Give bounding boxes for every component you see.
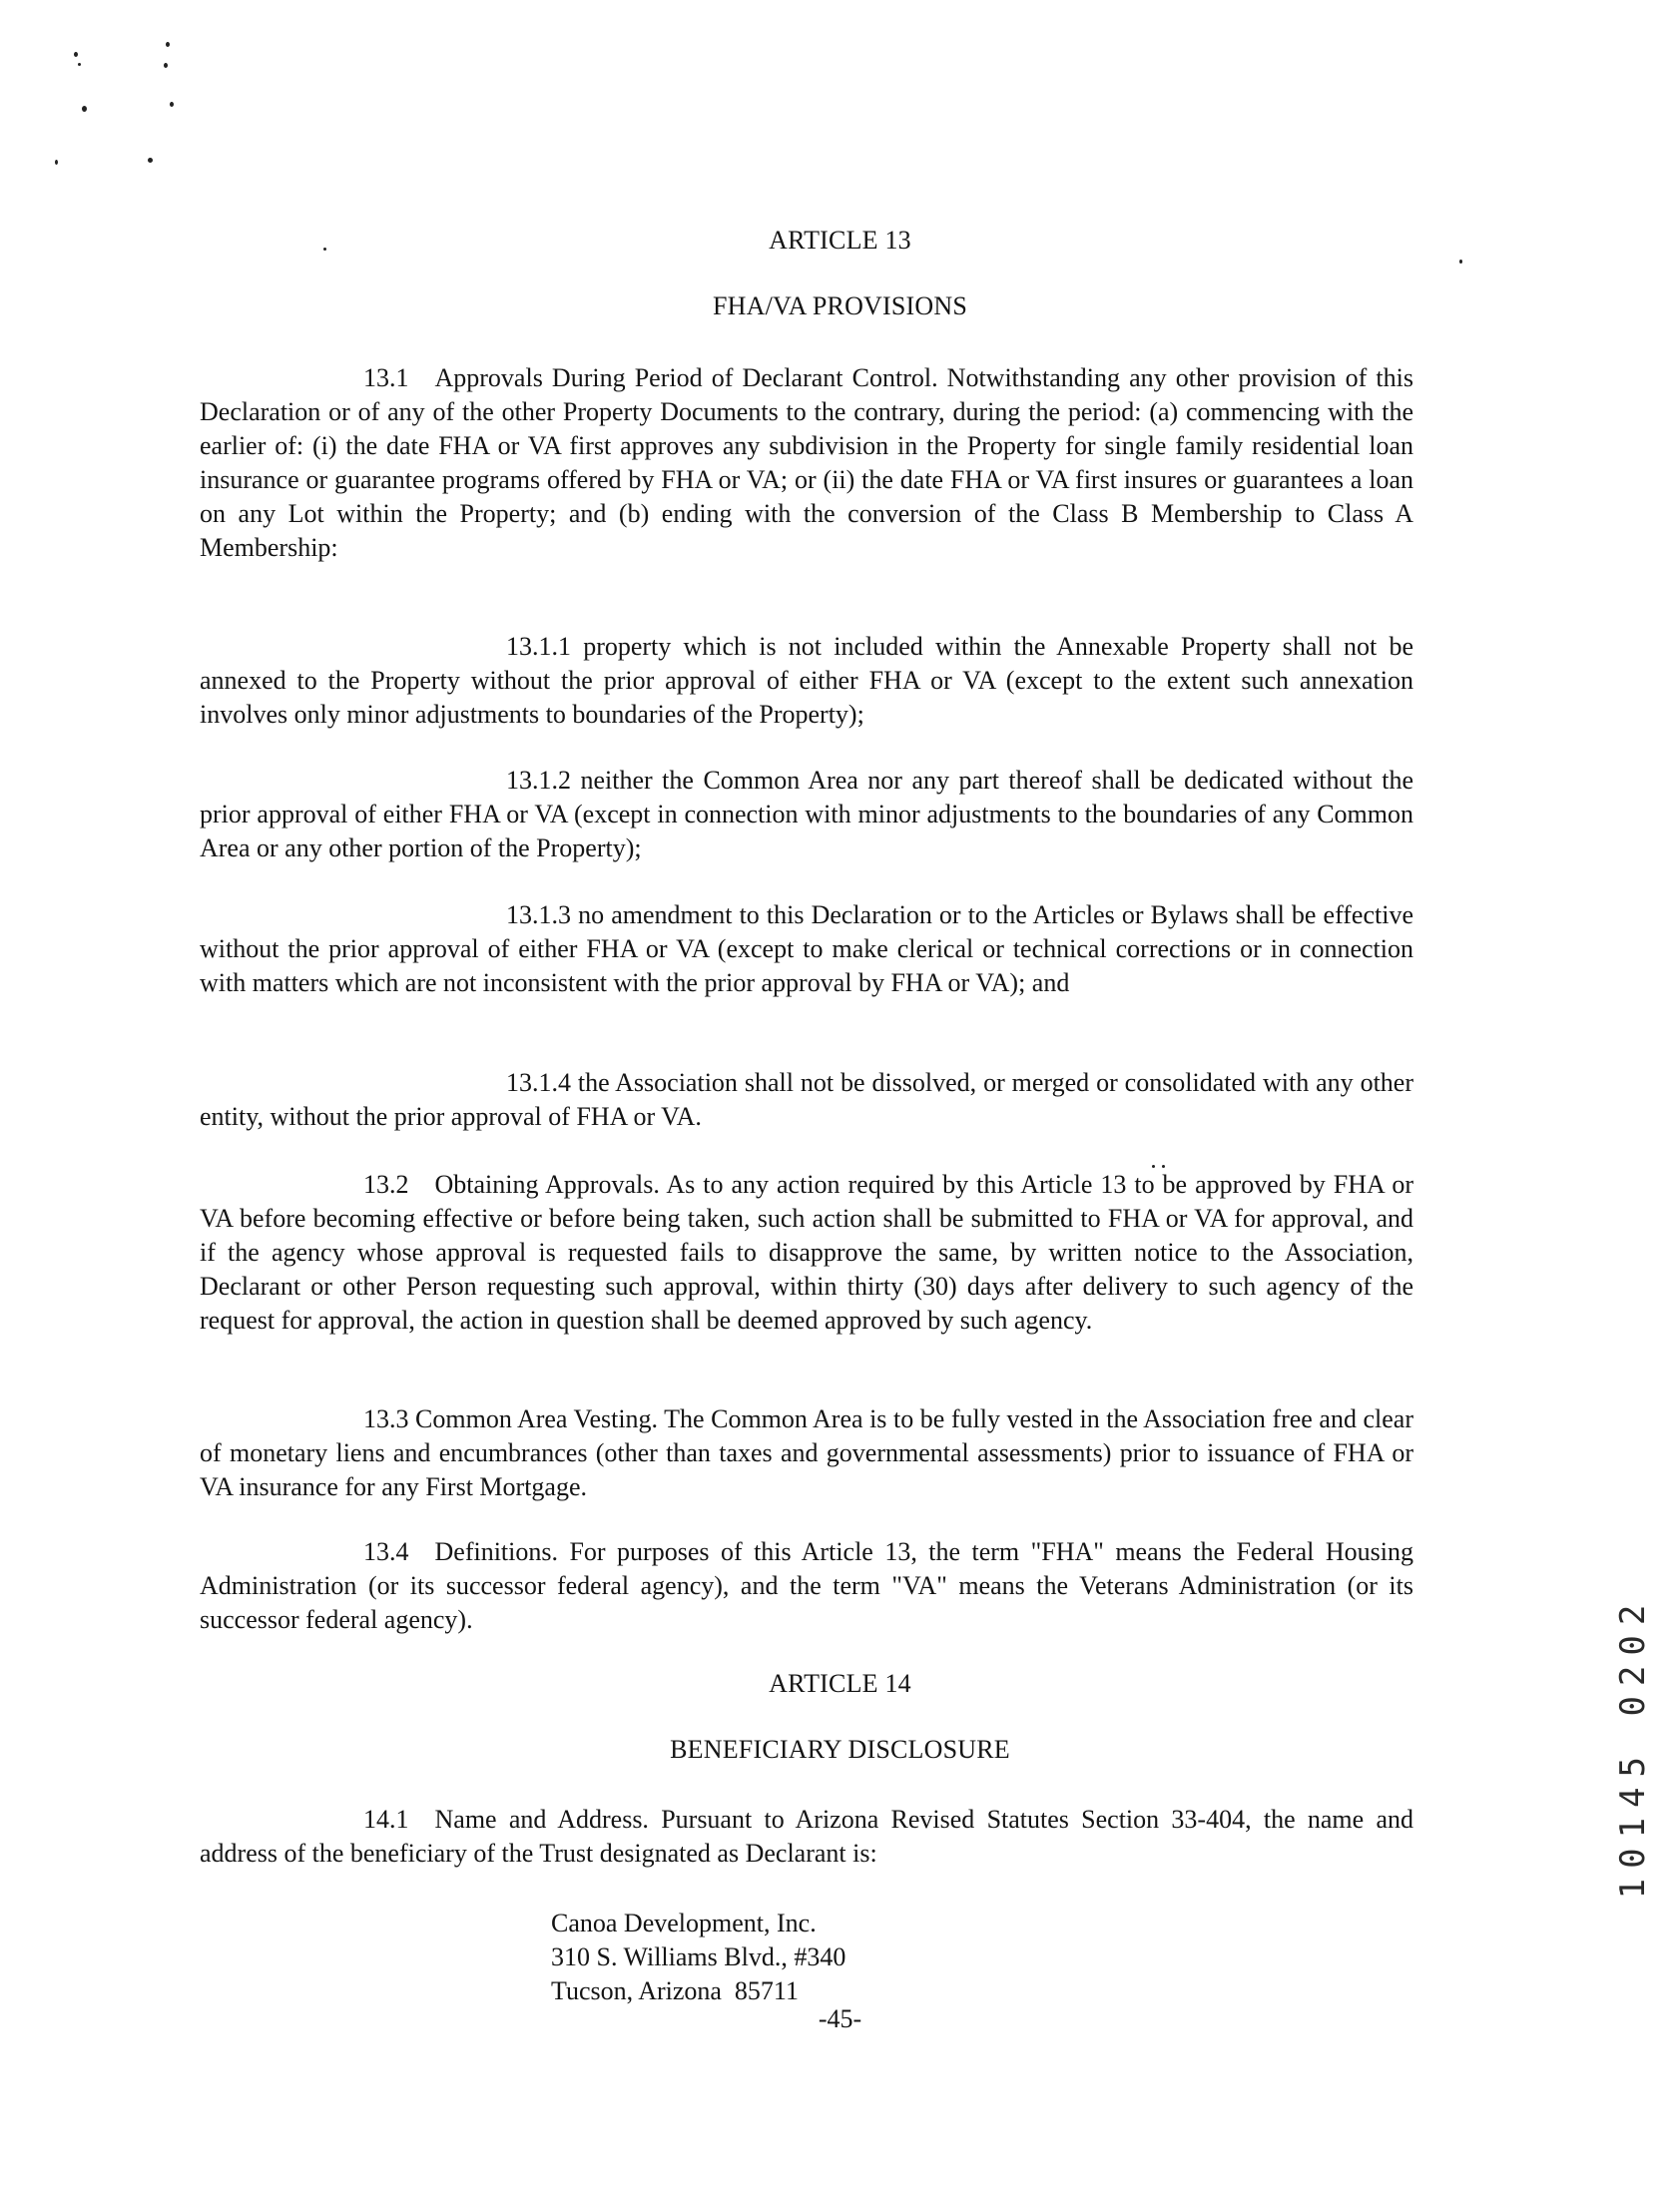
beneficiary-address <box>551 1907 845 2008</box>
section-13-3: 13.3 Common Area Vesting. The Common Area is to be fully vested in the Association free and clear of monetary liens and encumbrances (other than taxes and governmental assessments) prior to issuance of FHA or VA insurance for any First Mortgage. <box>200 1404 1413 1501</box>
recording-stamp <box>1615 1572 1651 1922</box>
section-13-1-3: 13.1.3 no amendment to this Declaration or to the Articles or Bylaws shall be effective without the prior approval of either FHA or VA (except to make clerical or technical corrections or in connection with matters which are not inconsistent with the prior approval by FHA or VA); and <box>200 900 1413 997</box>
section-13-1-4: 13.1.4 the Association shall not be dissolved, or merged or consolidated with any other entity, without the prior approval of FHA or VA. <box>200 1068 1413 1131</box>
recording-stamp-text: 10145 0202 <box>1613 1594 1653 1900</box>
scan-speck <box>1459 260 1462 264</box>
page-number: -45- <box>818 2004 862 2033</box>
beneficiary-city: Tucson, Arizona 85711 <box>551 1976 799 2005</box>
section-13-4: 13.4 Definitions. For purposes of this Article 13, the term "FHA" means the Federal Housing Administration (or its successor federal agency), and the term "VA" means the Veterans Administration (or its successor federal agency). <box>200 1537 1413 1634</box>
section-13-1: 13.1 Approvals During Period of Declarant Control. Notwithstanding any other provision of this Declaration or of any of the other Property Documents to the contrary, during the period: (a) commencing with the earlier of: (i) the date FHA or VA first approves any subdivision in the Property for single family residential loan insurance or guarantee programs offered by FHA or VA; or (ii) the date FHA or VA first insures or guarantees a loan on any Lot within the Property; and (b) ending with the conversion of the Class B Membership to Class A Membership: <box>200 363 1413 562</box>
section-14-1: 14.1 Name and Address. Pursuant to Arizona Revised Statutes Section 33-404, the name and address of the beneficiary of the Trust designated as Declarant is: <box>200 1805 1413 1868</box>
article-13-heading: ARTICLE 13 <box>769 226 911 255</box>
section-13-2: 13.2 Obtaining Approvals. As to any action required by this Article 13 to be approved by FHA or VA before becoming effective or before being taken, such action shall be submitted to FHA or VA for approval, and if the agency whose approval is requested fails to disapprove the same, by written notice to the Association, Declarant or other Person requesting such approval, within thirty (30) days after delivery to such agency of the request for approval, the action in question shall be deemed approved by such agency. <box>200 1170 1413 1335</box>
scan-speck <box>82 106 87 112</box>
scan-speck <box>164 63 168 68</box>
scan-speck <box>170 102 174 107</box>
section-13-1-1: 13.1.1 property which is not included within the Annexable Property shall not be annexed to the Property without the prior approval of either FHA or VA (except to the extent such annexation involves only minor adjustments to boundaries of the Property); <box>200 632 1413 729</box>
scan-speck <box>78 63 81 66</box>
article-13-title: FHA/VA PROVISIONS <box>712 291 968 320</box>
article-14-heading: ARTICLE 14 <box>769 1669 911 1698</box>
section-13-1-2: 13.1.2 neither the Common Area nor any part thereof shall be dedicated without the prior approval of either FHA or VA (except in connection with minor adjustments to the boundaries of any Common Area or any other portion of the Property); <box>200 766 1413 862</box>
beneficiary-name: Canoa Development, Inc. <box>551 1909 817 1937</box>
scan-speck <box>55 160 58 165</box>
beneficiary-street: 310 S. Williams Blvd., #340 <box>551 1942 846 1971</box>
scan-speck <box>166 42 170 47</box>
article-14-title: BENEFICIARY DISCLOSURE <box>670 1735 1010 1764</box>
scan-speck <box>74 52 78 57</box>
scan-speck <box>148 158 153 163</box>
